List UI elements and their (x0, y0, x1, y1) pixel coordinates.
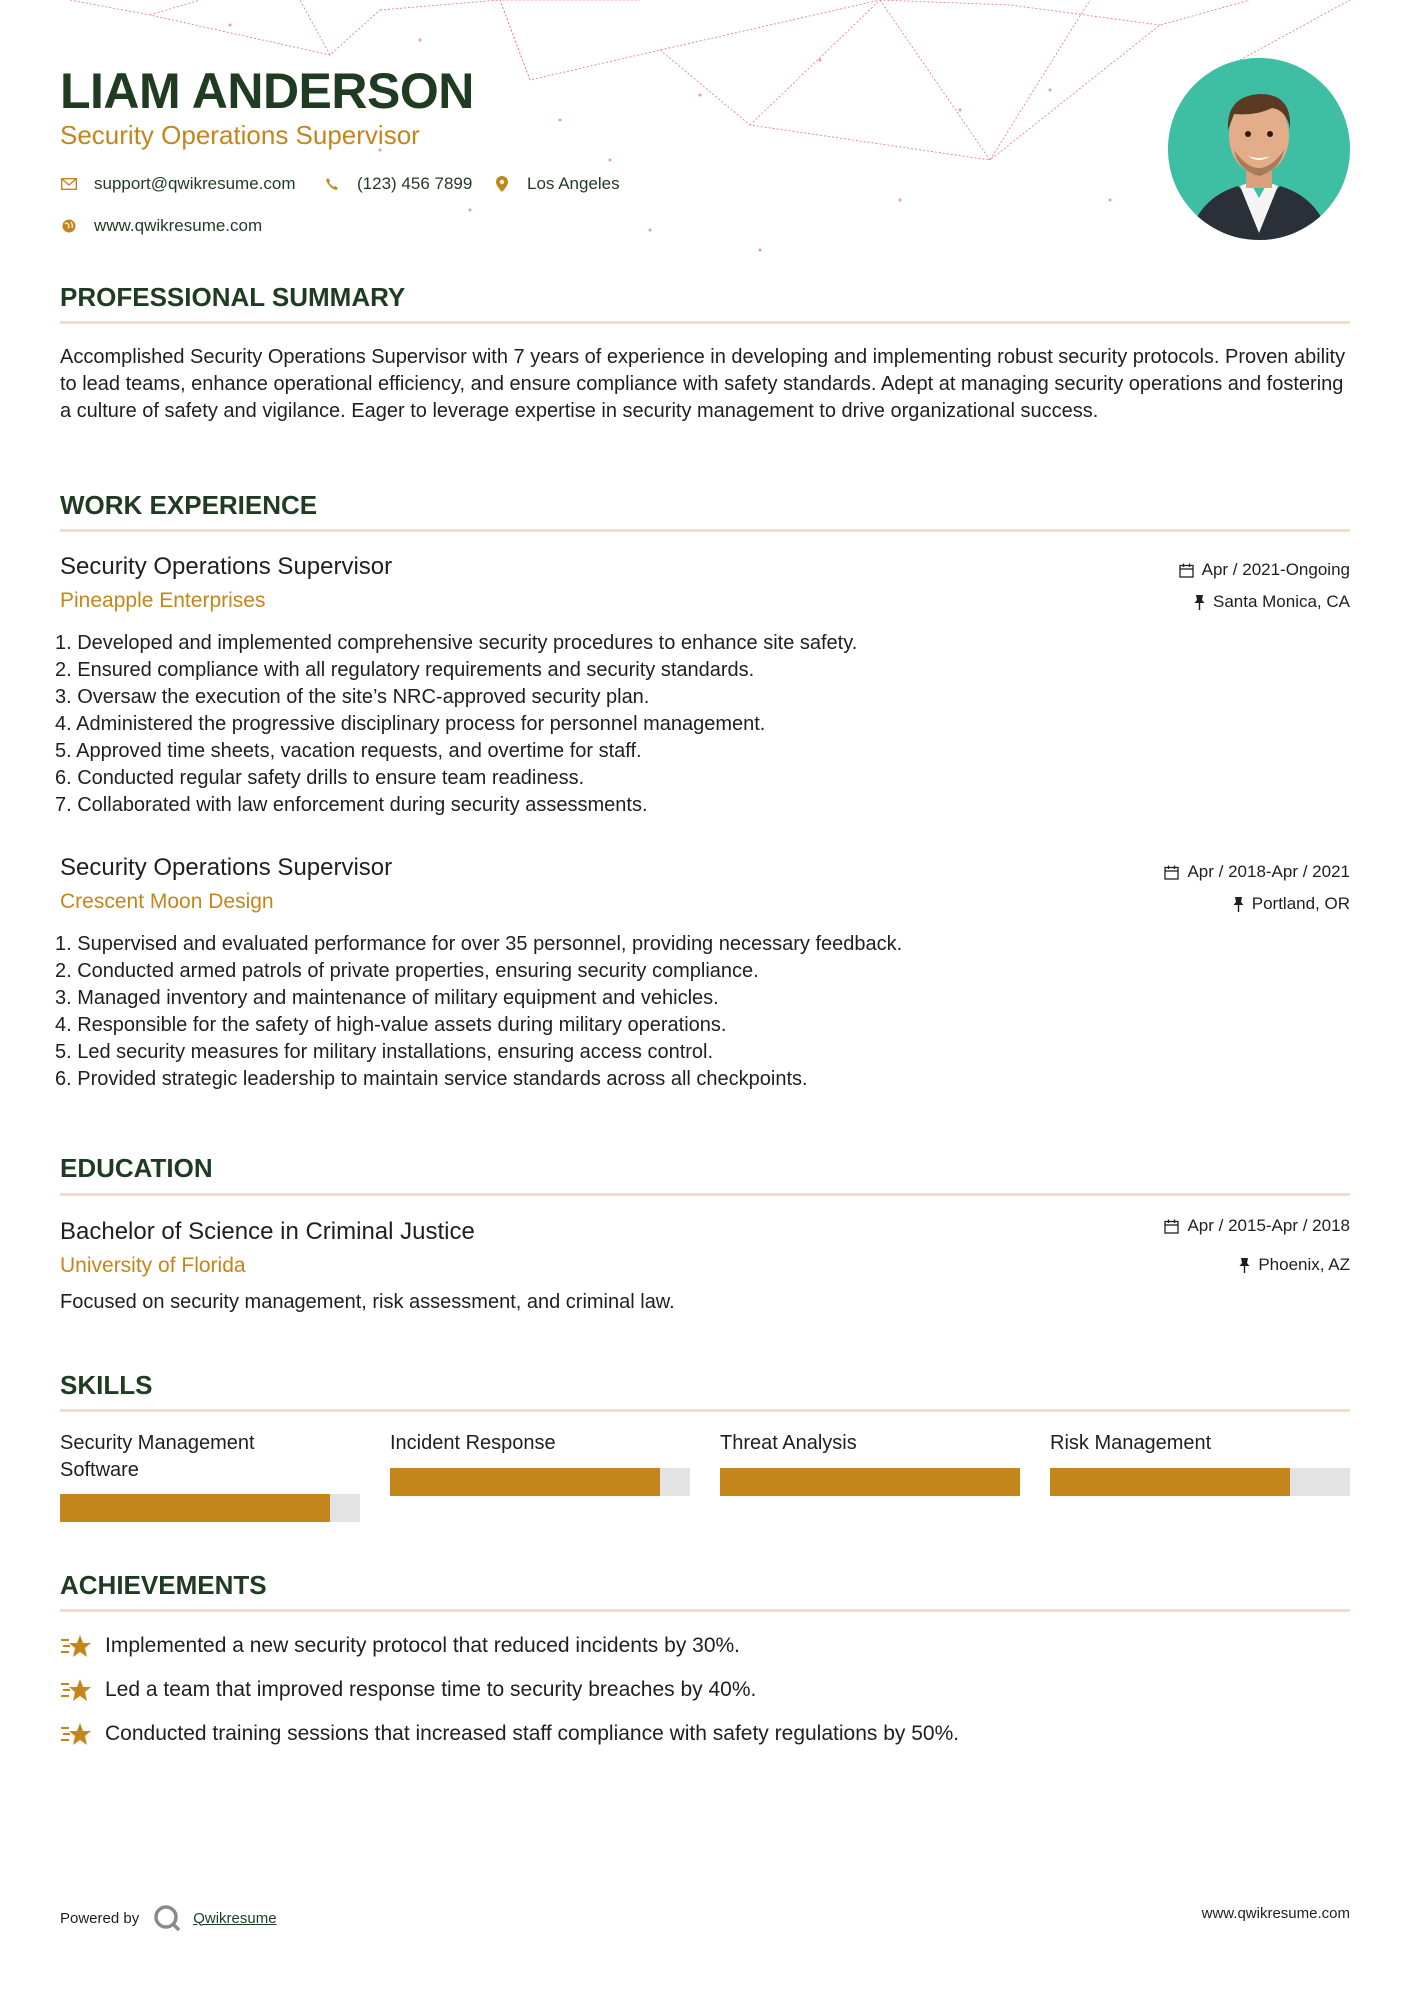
job-dates-text: Apr / 2021-Ongoing (1201, 560, 1350, 579)
degree-title: Bachelor of Science in Criminal Justice (60, 1218, 475, 1245)
experience-heading: WORK EXPERIENCE (60, 490, 318, 520)
phone-text: (123) 456 7899 (357, 174, 473, 193)
contact-website[interactable] (60, 216, 262, 236)
education-heading: EDUCATION (60, 1153, 213, 1183)
skill-item (390, 1430, 690, 1457)
footer-powered-by (60, 1904, 277, 1932)
list-item: 3. Managed inventory and maintenance of military equipment and vehicles. (55, 987, 719, 1009)
achievement-text: Conducted training sessions that increased staff compliance with safety regulations by 50%. (105, 1722, 960, 1745)
pushpin-icon (1239, 1258, 1250, 1273)
job-company: Pineapple Enterprises (60, 589, 266, 612)
section-divider (60, 1609, 1350, 1612)
summary-heading: PROFESSIONAL SUMMARY (60, 282, 406, 312)
website-text: www.qwikresume.com (94, 216, 263, 235)
list-item: 7. Collaborated with law enforcement during security assessments. (55, 794, 648, 816)
skill-item (720, 1430, 1020, 1457)
map-pin-icon (493, 175, 511, 193)
job-dates-text: Apr / 2018-Apr / 2021 (1187, 862, 1350, 881)
star-icon (60, 1720, 92, 1748)
job-bullets (55, 630, 857, 819)
star-icon (60, 1676, 92, 1704)
skill-bar (720, 1468, 1020, 1496)
phone-icon (323, 175, 341, 193)
envelope-icon (60, 175, 78, 193)
job-location-text: Santa Monica, CA (1212, 592, 1350, 611)
education-location (1239, 1255, 1350, 1275)
calendar-icon (1179, 563, 1194, 578)
footer-website[interactable]: www.qwikresume.com (1201, 1905, 1350, 1922)
list-item: 3. Oversaw the execution of the site’s NRC-approved security plan. (55, 686, 650, 708)
section-divider (60, 1193, 1350, 1196)
skill-label: Security Management Software (60, 1432, 255, 1481)
section-divider (60, 529, 1350, 532)
education-dates-text: Apr / 2015-Apr / 2018 (1187, 1216, 1350, 1235)
education-description: Focused on security management, risk assessment, and criminal law. (60, 1291, 675, 1313)
school-name: University of Florida (60, 1254, 246, 1277)
job-title: Security Operations Supervisor (60, 553, 393, 580)
achievement-item (60, 1676, 756, 1704)
skill-item (1050, 1430, 1350, 1457)
section-divider (60, 321, 1350, 324)
skill-bar-fill (60, 1494, 330, 1522)
calendar-icon (1164, 865, 1179, 880)
job-location (1194, 592, 1350, 612)
education-dates (1164, 1216, 1350, 1236)
list-item: 2. Conducted armed patrols of private properties, ensuring security compliance. (55, 960, 759, 982)
job-company: Crescent Moon Design (60, 890, 274, 913)
candidate-name: LIAM ANDERSON (60, 63, 474, 119)
job-dates (1164, 862, 1350, 882)
list-item: 6. Provided strategic leadership to maintain service standards across all checkpoints. (55, 1068, 808, 1090)
skill-label: Incident Response (390, 1432, 556, 1454)
summary-text: Accomplished Security Operations Supervisor with 7 years of experience in developing and implementing robust security protocols. Proven ability to lead teams, enhance operational efficiency, and ensure compliance with safety standards. Adept at managing security operations and fostering a culture of safety and vigilance. Eager to leverage expertise in security management to drive organizational success. (60, 346, 1346, 422)
star-icon (60, 1632, 92, 1660)
job-location (1233, 894, 1350, 914)
skill-label: Threat Analysis (720, 1432, 857, 1454)
list-item: 4. Administered the progressive disciplinary process for personnel management. (55, 713, 766, 735)
contact-email[interactable] (60, 174, 296, 194)
list-item: 6. Conducted regular safety drills to ensure team readiness. (55, 767, 585, 789)
skill-bar (1050, 1468, 1350, 1496)
skill-bar (390, 1468, 690, 1496)
qwikresume-link[interactable]: Qwikresume (193, 1909, 277, 1927)
powered-by-text: Powered by (60, 1909, 140, 1927)
skills-heading: SKILLS (60, 1370, 153, 1400)
pushpin-icon (1194, 595, 1205, 610)
list-item: 5. Led security measures for military installations, ensuring access control. (55, 1041, 714, 1063)
skill-bar (60, 1494, 360, 1522)
job-location-text: Portland, OR (1251, 894, 1350, 913)
list-item: 1. Supervised and evaluated performance for over 35 personnel, providing necessary feedback. (55, 933, 903, 955)
skill-bar-fill (390, 1468, 660, 1496)
achievement-item (60, 1632, 740, 1660)
candidate-role: Security Operations Supervisor (60, 120, 420, 150)
education-location-text: Phoenix, AZ (1258, 1255, 1350, 1274)
job-dates (1179, 560, 1350, 580)
contact-phone[interactable] (323, 174, 472, 194)
achievements-heading: ACHIEVEMENTS (60, 1570, 267, 1600)
qwikresume-logo-icon (153, 1904, 181, 1932)
profile-photo (1168, 58, 1350, 240)
job-bullets (55, 931, 902, 1093)
achievement-text: Implemented a new security protocol that reduced incidents by 30%. (105, 1634, 741, 1657)
skill-bar-fill (720, 1468, 1020, 1496)
contact-location (493, 174, 620, 194)
calendar-icon (1164, 1219, 1179, 1234)
list-item: 1. Developed and implemented comprehensive security procedures to enhance site safety. (55, 632, 858, 654)
achievement-item (60, 1720, 959, 1748)
globe-icon (60, 217, 78, 235)
achievement-text: Led a team that improved response time to security breaches by 40%. (105, 1678, 757, 1701)
skill-item (60, 1430, 360, 1484)
list-item: 5. Approved time sheets, vacation requests, and overtime for staff. (55, 740, 642, 762)
pushpin-icon (1233, 897, 1244, 912)
skill-label: Risk Management (1050, 1432, 1212, 1454)
job-title: Security Operations Supervisor (60, 854, 393, 881)
location-text: Los Angeles (527, 174, 620, 193)
email-text: support@qwikresume.com (94, 174, 296, 193)
section-divider (60, 1409, 1350, 1412)
list-item: 2. Ensured compliance with all regulatory requirements and security standards. (55, 659, 755, 681)
skill-bar-fill (1050, 1468, 1290, 1496)
list-item: 4. Responsible for the safety of high-value assets during military operations. (55, 1014, 727, 1036)
